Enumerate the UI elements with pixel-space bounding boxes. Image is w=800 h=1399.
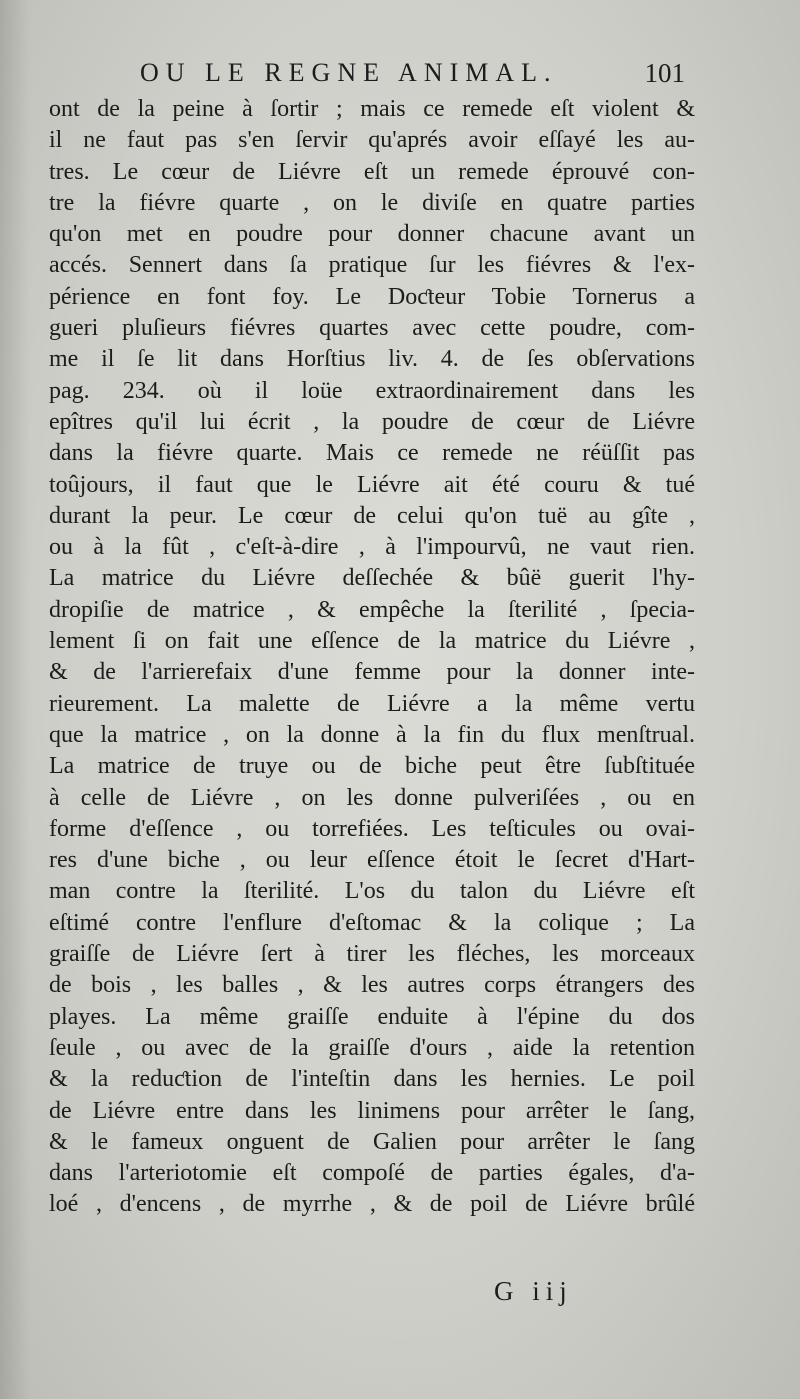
text-line: gueri pluſieurs fiévres quartes avec cette poudre, com-	[49, 315, 695, 342]
running-title: OU LE REGNE ANIMAL.	[140, 58, 558, 87]
text-line: eſtimé contre l'enflure d'eſtomac & la colique ; La	[49, 909, 695, 936]
text-line: La matrice du Liévre deſſechée & bûë guerit l'hy-	[49, 565, 695, 592]
text-line: toûjours, il faut que le Liévre ait été couru & tué	[49, 471, 695, 498]
text-line: tres. Le cœur de Liévre eſt un remede éprouvé con-	[49, 158, 695, 185]
text-line: man contre la ſterilité. L'os du talon du Liévre eſt	[49, 878, 695, 905]
text-line: à celle de Liévre , on les donne pulveriſées , ou en	[49, 784, 695, 811]
text-line: pag. 234. où il loüe extraordinairement dans les	[49, 377, 695, 404]
text-line: qu'on met en poudre pour donner chacune avant un	[49, 221, 695, 248]
text-line: me il ſe lit dans Horſtius liv. 4. de ſes obſervations	[49, 346, 695, 373]
text-line: dropiſie de matrice , & empêche la ſterilité , ſpecia-	[49, 596, 695, 623]
text-line: dans la fiévre quarte. Mais ce remede ne réüſſit pas	[49, 440, 695, 467]
text-line: La matrice de truye ou de biche peut être ſubſtituée	[49, 753, 695, 780]
signature-mark: G iij	[494, 1276, 573, 1306]
body-text	[49, 94, 695, 1221]
text-line: ou à la fût , c'eſt-à-dire , à l'impourvû, ne vaut rien.	[49, 534, 695, 561]
text-line: res d'une biche , ou leur eſſence étoit le ſecret d'Hart-	[49, 847, 695, 874]
text-line: de bois , les balles , & les autres corps étrangers des	[49, 972, 695, 999]
text-line: & la reduƈtion de l'inteſtin dans les hernies. Le poil	[49, 1066, 695, 1093]
page-header	[140, 58, 685, 92]
text-line: forme d'eſſence , ou torrefiées. Les teſticules ou ovai-	[49, 815, 695, 842]
text-line: il ne faut pas s'en ſervir qu'aprés avoir eſſayé les au-	[49, 127, 695, 154]
text-line: graiſſe de Liévre ſert à tirer les fléches, les morceaux	[49, 941, 695, 968]
page-number: 101	[644, 58, 685, 88]
text-line: & de l'arrierefaix d'une femme pour la donner inte-	[49, 659, 695, 686]
text-line: périence en font foy. Le Doƈteur Tobie Tornerus a	[49, 283, 695, 310]
text-line: lement ſi on fait une eſſence de la matrice du Liévre ,	[49, 628, 695, 655]
text-line: de Liévre entre dans les linimens pour arrêter le ſang,	[49, 1097, 695, 1124]
text-line: accés. Sennert dans ſa pratique ſur les fiévres & l'ex-	[49, 252, 695, 279]
text-line: dans l'arteriotomie eſt compoſé de parties égales, d'a-	[49, 1160, 695, 1187]
text-line: loé , d'encens , de myrrhe , & de poil de Liévre brûlé	[49, 1191, 695, 1218]
text-line: que la matrice , on la donne à la fin du flux menſtrual.	[49, 721, 695, 748]
text-line: epîtres qu'il lui écrit , la poudre de cœur de Liévre	[49, 408, 695, 435]
text-line: durant la peur. Le cœur de celui qu'on tuë au gîte ,	[49, 502, 695, 529]
page-gutter-shadow	[0, 0, 30, 1399]
text-line: rieurement. La malette de Liévre a la même vertu	[49, 690, 695, 717]
text-line: playes. La même graiſſe enduite à l'épine du dos	[49, 1003, 695, 1030]
text-line: ont de la peine à ſortir ; mais ce remede eſt violent &	[49, 96, 695, 122]
text-line: tre la fiévre quarte , on le diviſe en quatre parties	[49, 189, 695, 216]
text-line: & le fameux onguent de Galien pour arrêter le ſang	[49, 1128, 695, 1155]
text-line: ſeule , ou avec de la graiſſe d'ours , aide la retention	[49, 1034, 695, 1061]
